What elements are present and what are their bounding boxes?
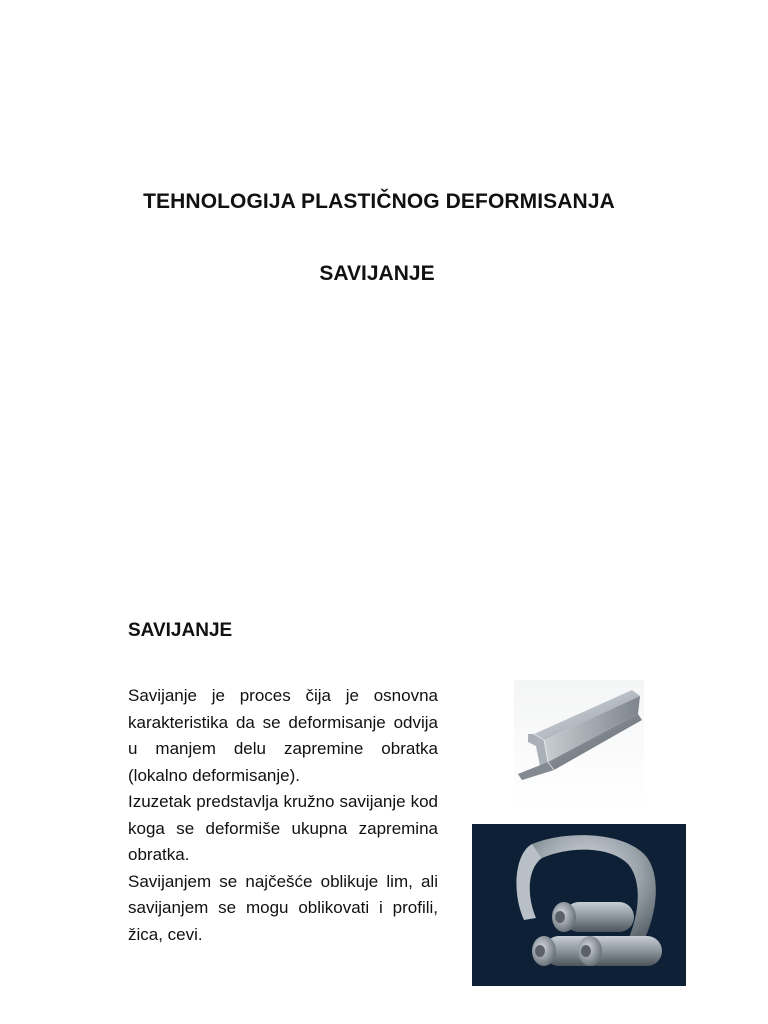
- paragraph-exception: Izuzetak predstavlja kružno savijanje kod koga se deformiše ukupna zapremina obratka.: [128, 792, 438, 864]
- subtitle: SAVIJANJE: [319, 262, 435, 285]
- paragraph-definition: Savijanje je proces čija je osnovna karakteristika da se deformisanje odvija u manjem delu zapremine obratka (lokalno deformisanje).: [128, 686, 438, 785]
- steel-channel-image: [514, 680, 644, 808]
- paragraph-applications: Savijanjem se najčešće oblikuje lim, ali savijanjem se mogu oblikovati i profili, žica, cevi.: [128, 871, 438, 944]
- body-text: [128, 683, 438, 948]
- section-heading: SAVIJANJE: [128, 620, 233, 641]
- main-title: TEHNOLOGIJA PLASTIČNOG DEFORMISANJA: [143, 190, 615, 213]
- sheet-rolling-image: [472, 824, 686, 986]
